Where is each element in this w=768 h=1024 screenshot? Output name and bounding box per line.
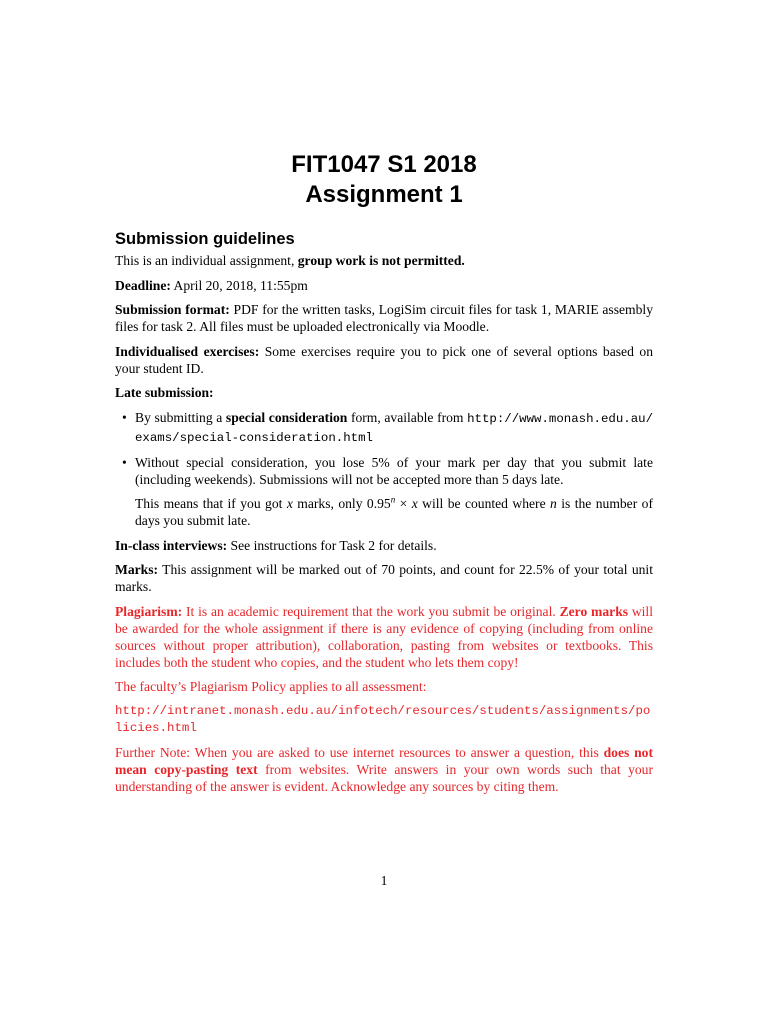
plagiarism-text-2: will be awarded for the whole assignment if there is any evidence of copying (including from online sources without proper attribution), collaboration, pasting from websites or textbooks. This includes both the student who copies, and the student who lets them copy! (115, 603, 653, 670)
interviews-text: See instructions for Task 2 for details. (227, 537, 437, 553)
policy-paragraph: The faculty’s Plagiarism Policy applies to all assessment: (115, 679, 427, 694)
special-consideration-link[interactable]: http://www.monash.edu.au/exams/special-consideration.html (135, 411, 653, 445)
further-text-1: Further Note: When you are asked to use internet resources to answer a question, this (115, 745, 604, 760)
individualised-paragraph (115, 343, 653, 377)
note-pre: This means that if you got (135, 496, 287, 511)
individualised-label: Individualised exercises: (115, 343, 260, 359)
note-n: n (550, 496, 557, 511)
list-item (122, 454, 653, 488)
note-sup: n (390, 494, 396, 505)
interviews-label: In-class interviews: (115, 537, 228, 553)
bullet1-bold: special consideration (225, 409, 348, 425)
section-heading: Submission guidelines (115, 230, 295, 248)
individualised-text: Some exercises require you to pick one of several options based on your student ID. (115, 343, 653, 376)
bullet-icon: • (122, 409, 127, 425)
guidelines-body (115, 252, 653, 803)
format-label: Submission format: (115, 302, 230, 317)
late-note (135, 495, 653, 529)
note-x1: x (286, 496, 293, 511)
bullet1-pre: By submitting a (135, 409, 226, 425)
interviews-paragraph (115, 537, 653, 554)
intro-paragraph (115, 252, 653, 269)
note-x2: x (411, 496, 418, 511)
marks-label: Marks: (115, 562, 159, 577)
intro-bold: group work is not permitted. (297, 253, 465, 268)
further-text-2: from websites. Write answers in your own words such that your understanding of the answer is evident. Acknowledge any sources by citing them. (115, 762, 654, 794)
further-bold: does not mean copy-pasting text (115, 745, 654, 777)
marks-text: This assignment will be marked out of 70 points, and count for 22.5% of your total unit marks. (115, 562, 653, 594)
late-list (115, 409, 653, 488)
format-paragraph (115, 301, 653, 335)
note-mid2: will be counted where (417, 496, 551, 511)
note-mid1: marks, only 0.95 (292, 496, 391, 511)
further-note-paragraph (115, 744, 653, 795)
intro-text: This is an individual assignment, (115, 253, 298, 268)
deadline-paragraph (115, 277, 653, 294)
plagiarism-label: Plagiarism: (115, 603, 183, 619)
note-post: is the number of days you submit late. (135, 496, 653, 528)
format-text: PDF for the written tasks, LogiSim circuit files for task 1, MARIE assembly files for task 2. All files must be uploaded electronically via Moodle. (115, 302, 653, 334)
plagiarism-text-1: It is an academic requirement that the work you submit be original. (182, 603, 560, 619)
note-times: × (395, 496, 412, 511)
late-heading (115, 384, 653, 401)
bullet-icon: • (122, 454, 127, 470)
page-number: 1 (380, 873, 388, 888)
plagiarism-bold: Zero marks (559, 603, 629, 619)
title-line-1: FIT1047 S1 2018 (291, 151, 477, 178)
plagiarism-paragraph (115, 603, 653, 671)
deadline-text: April 20, 2018, 11:55pm (170, 277, 308, 293)
bullet2-text: Without special consideration, you lose 5% of your mark per day that you submit late (including weekends). Submissions will not be accepted more than 5 days late. (135, 454, 653, 487)
bullet1-post: form, available from (347, 409, 468, 425)
marks-paragraph (115, 561, 653, 595)
deadline-label: Deadline: (115, 277, 171, 293)
late-label: Late submission: (115, 385, 214, 400)
document-title (115, 150, 653, 210)
policy-link[interactable]: http://intranet.monash.edu.au/infotech/resources/students/assignments/policies.html (115, 703, 651, 735)
title-line-2: Assignment 1 (305, 181, 463, 208)
list-item (122, 409, 653, 447)
